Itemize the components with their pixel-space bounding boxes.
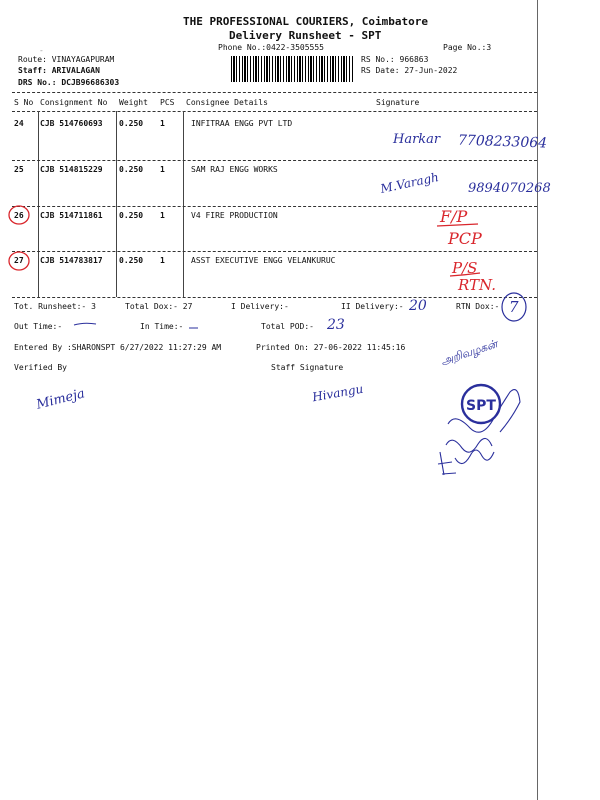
- row-sno: 25: [14, 165, 24, 174]
- out-time-stroke: [74, 323, 96, 325]
- row-pcs: 1: [160, 211, 165, 220]
- total-dox: Total Dox:- 27: [125, 302, 193, 311]
- dash-mark: -: [39, 46, 44, 55]
- drs-number: DRS No.: DCJB96686303: [18, 78, 120, 87]
- phone-number: Phone No.:0422-3505555: [218, 43, 324, 52]
- row-consignee: V4 FIRE PRODUCTION: [191, 211, 278, 220]
- col-weight: Weight: [119, 98, 148, 107]
- row-signature-line1: F/P: [440, 207, 468, 226]
- col-consignment: Consignment No: [40, 98, 108, 107]
- col-sno: S No: [14, 98, 34, 107]
- manager-signature-tail: [455, 450, 494, 464]
- manager-initial-strokes: [438, 452, 456, 475]
- rtn-dox: RTN Dox:-: [456, 302, 500, 311]
- underline-ps: [450, 273, 480, 276]
- row-pcs: 1: [160, 165, 165, 174]
- runsheet-title: Delivery Runsheet - SPT: [229, 29, 382, 42]
- row-consignment: CJB 514815229: [40, 165, 103, 174]
- underline-fp: [437, 224, 478, 226]
- row-signature-name: M.Varagh: [379, 170, 440, 196]
- route: Route: VINAYAGAPURAM: [18, 55, 115, 64]
- total-runsheet: Tot. Runsheet:- 3: [14, 302, 96, 311]
- entered-by: Entered By :SHARONSPT 6/27/2022 11:27:29 AM: [14, 343, 222, 352]
- page-number: Page No.:3: [443, 43, 492, 52]
- circle-mark-26: [9, 206, 29, 224]
- ii-delivery: II Delivery:-: [341, 302, 404, 311]
- printed-on: Printed On: 27-06-2022 11:45:16: [256, 343, 406, 352]
- row-signature-phone: 9894070268: [468, 181, 551, 196]
- col-consignee: Consignee Details: [186, 98, 268, 107]
- row-sno: 26: [14, 211, 24, 220]
- rtn-dox-handwritten: 7: [509, 298, 519, 316]
- row-consignment: CJB 514760693: [40, 119, 103, 128]
- circle-mark-rtn: [502, 293, 526, 321]
- row-weight: 0.250: [119, 119, 144, 128]
- circle-mark-27: [9, 252, 29, 270]
- row-consignment: CJB 514783817: [40, 256, 103, 265]
- row-sno: 27: [14, 256, 24, 265]
- ii-delivery-handwritten: 20: [409, 298, 427, 314]
- row-signature-line1: P/S: [452, 259, 478, 277]
- staff-signature: Hivangu: [311, 381, 365, 405]
- row-signature-phone: 7708233064: [457, 132, 548, 152]
- row-signature-line2: PCP: [448, 229, 482, 248]
- out-time: Out Time:-: [14, 322, 63, 331]
- row-consignment: CJB 514711861: [40, 211, 103, 220]
- row-pcs: 1: [160, 119, 165, 128]
- staff: Staff: ARIVALAGAN: [18, 66, 100, 75]
- total-pod: Total POD:-: [261, 322, 314, 331]
- row-sno: 24: [14, 119, 24, 128]
- rs-date: RS Date: 27-Jun-2022: [361, 66, 458, 75]
- company-title: THE PROFESSIONAL COURIERS, Coimbatore: [183, 15, 429, 28]
- row-weight: 0.250: [119, 211, 144, 220]
- row-weight: 0.250: [119, 256, 144, 265]
- row-pcs: 1: [160, 256, 165, 265]
- row-signature-line2: RTN.: [458, 276, 496, 294]
- col-signature: Signature: [376, 98, 420, 107]
- staff-signature-label: Staff Signature: [271, 363, 344, 372]
- row-consignee: INFITRAA ENGG PVT LTD: [191, 119, 293, 128]
- row-consignee: SAM RAJ ENGG WORKS: [191, 165, 278, 174]
- rs-number: RS No.: 966863: [361, 55, 429, 64]
- tamil-handwritten-note: அறிவழகன்: [439, 337, 500, 368]
- col-pcs: PCS: [160, 98, 175, 107]
- row-weight: 0.250: [119, 165, 144, 174]
- manager-signature-lower: [446, 438, 492, 452]
- in-time: In Time:-: [140, 322, 184, 331]
- total-pod-handwritten: 23: [327, 317, 345, 333]
- verified-by-label: Verified By: [14, 363, 67, 372]
- i-delivery: I Delivery:-: [231, 302, 289, 311]
- row-consignee: ASST EXECUTIVE ENGG VELANKURUC: [191, 256, 336, 265]
- row-signature-name: Harkar: [393, 132, 441, 147]
- spt-stamp-text: SPT: [466, 398, 496, 414]
- verified-signature: Mimeja: [34, 386, 87, 413]
